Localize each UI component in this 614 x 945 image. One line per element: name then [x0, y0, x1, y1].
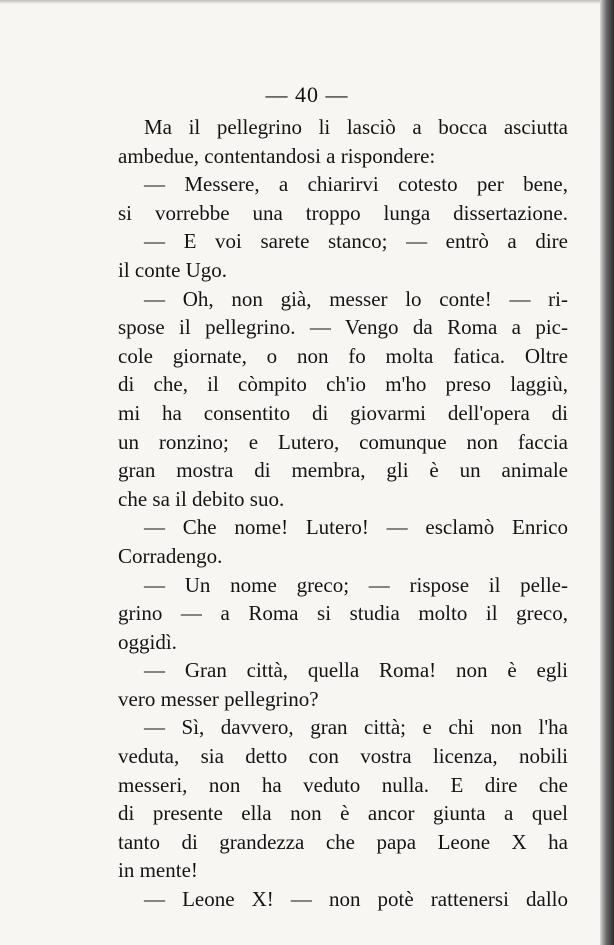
text-line: Ma il pellegrino li lasciò a bocca asciutta	[144, 115, 568, 139]
book-binding-edge	[600, 0, 614, 945]
text-line: — E voi sarete stanco; — entrò a dire	[144, 229, 568, 254]
text-line: in mente!	[118, 858, 198, 883]
text-line: spose il pellegrino. — Vengo da Roma a pic-	[118, 315, 568, 340]
text-line: di che, il còmpito ch'io m'ho preso laggiù,	[118, 372, 568, 397]
text-line: — Messere, a chiarirvi cotesto per bene,	[144, 172, 568, 197]
text-line: Corradengo.	[118, 543, 223, 568]
text-line: si vorrebbe una troppo lunga dissertazione.	[118, 200, 568, 225]
text-line: cole giornate, o non fo molta fatica. Oltre	[118, 343, 568, 368]
page-top-edge	[0, 0, 614, 4]
text-line: tanto di grandezza che papa Leone X ha	[118, 829, 568, 854]
text-line: grino — a Roma si studia molto il greco,	[118, 601, 568, 626]
text-line: — Gran città, quella Roma! non è egli	[144, 658, 568, 683]
body-text	[118, 113, 568, 914]
text-line: mi ha consentito di giovarmi dell'opera di	[118, 400, 568, 425]
text-line: — Un nome greco; — rispose il pelle-	[144, 572, 568, 597]
text-line: ambedue, contentandosi a rispondere:	[118, 143, 436, 168]
text-line: — Che nome! Lutero! — esclamò Enrico	[144, 515, 568, 540]
text-line: — Leone X! — non potè rattenersi dallo	[144, 887, 568, 912]
text-line: gran mostra di membra, gli è un animale	[118, 458, 568, 483]
text-line: — Sì, davvero, gran città; e chi non l'ha	[144, 715, 568, 740]
text-line: messeri, non ha veduto nulla. E dire che	[118, 772, 568, 797]
text-line: veduta, sia detto con vostra licenza, nobili	[118, 744, 568, 769]
text-line: oggidì.	[118, 629, 177, 654]
page-number: — 40 —	[265, 82, 349, 107]
text-line: di presente ella non è ancor giunta a quel	[118, 801, 568, 826]
text-line: il conte Ugo.	[118, 257, 228, 282]
text-line: che sa il debito suo.	[118, 486, 285, 511]
text-line: vero messer pellegrino?	[118, 686, 319, 711]
text-line: un ronzino; e Lutero, comunque non faccia	[118, 429, 568, 454]
text-line: — Oh, non già, messer lo conte! — ri-	[144, 286, 568, 311]
